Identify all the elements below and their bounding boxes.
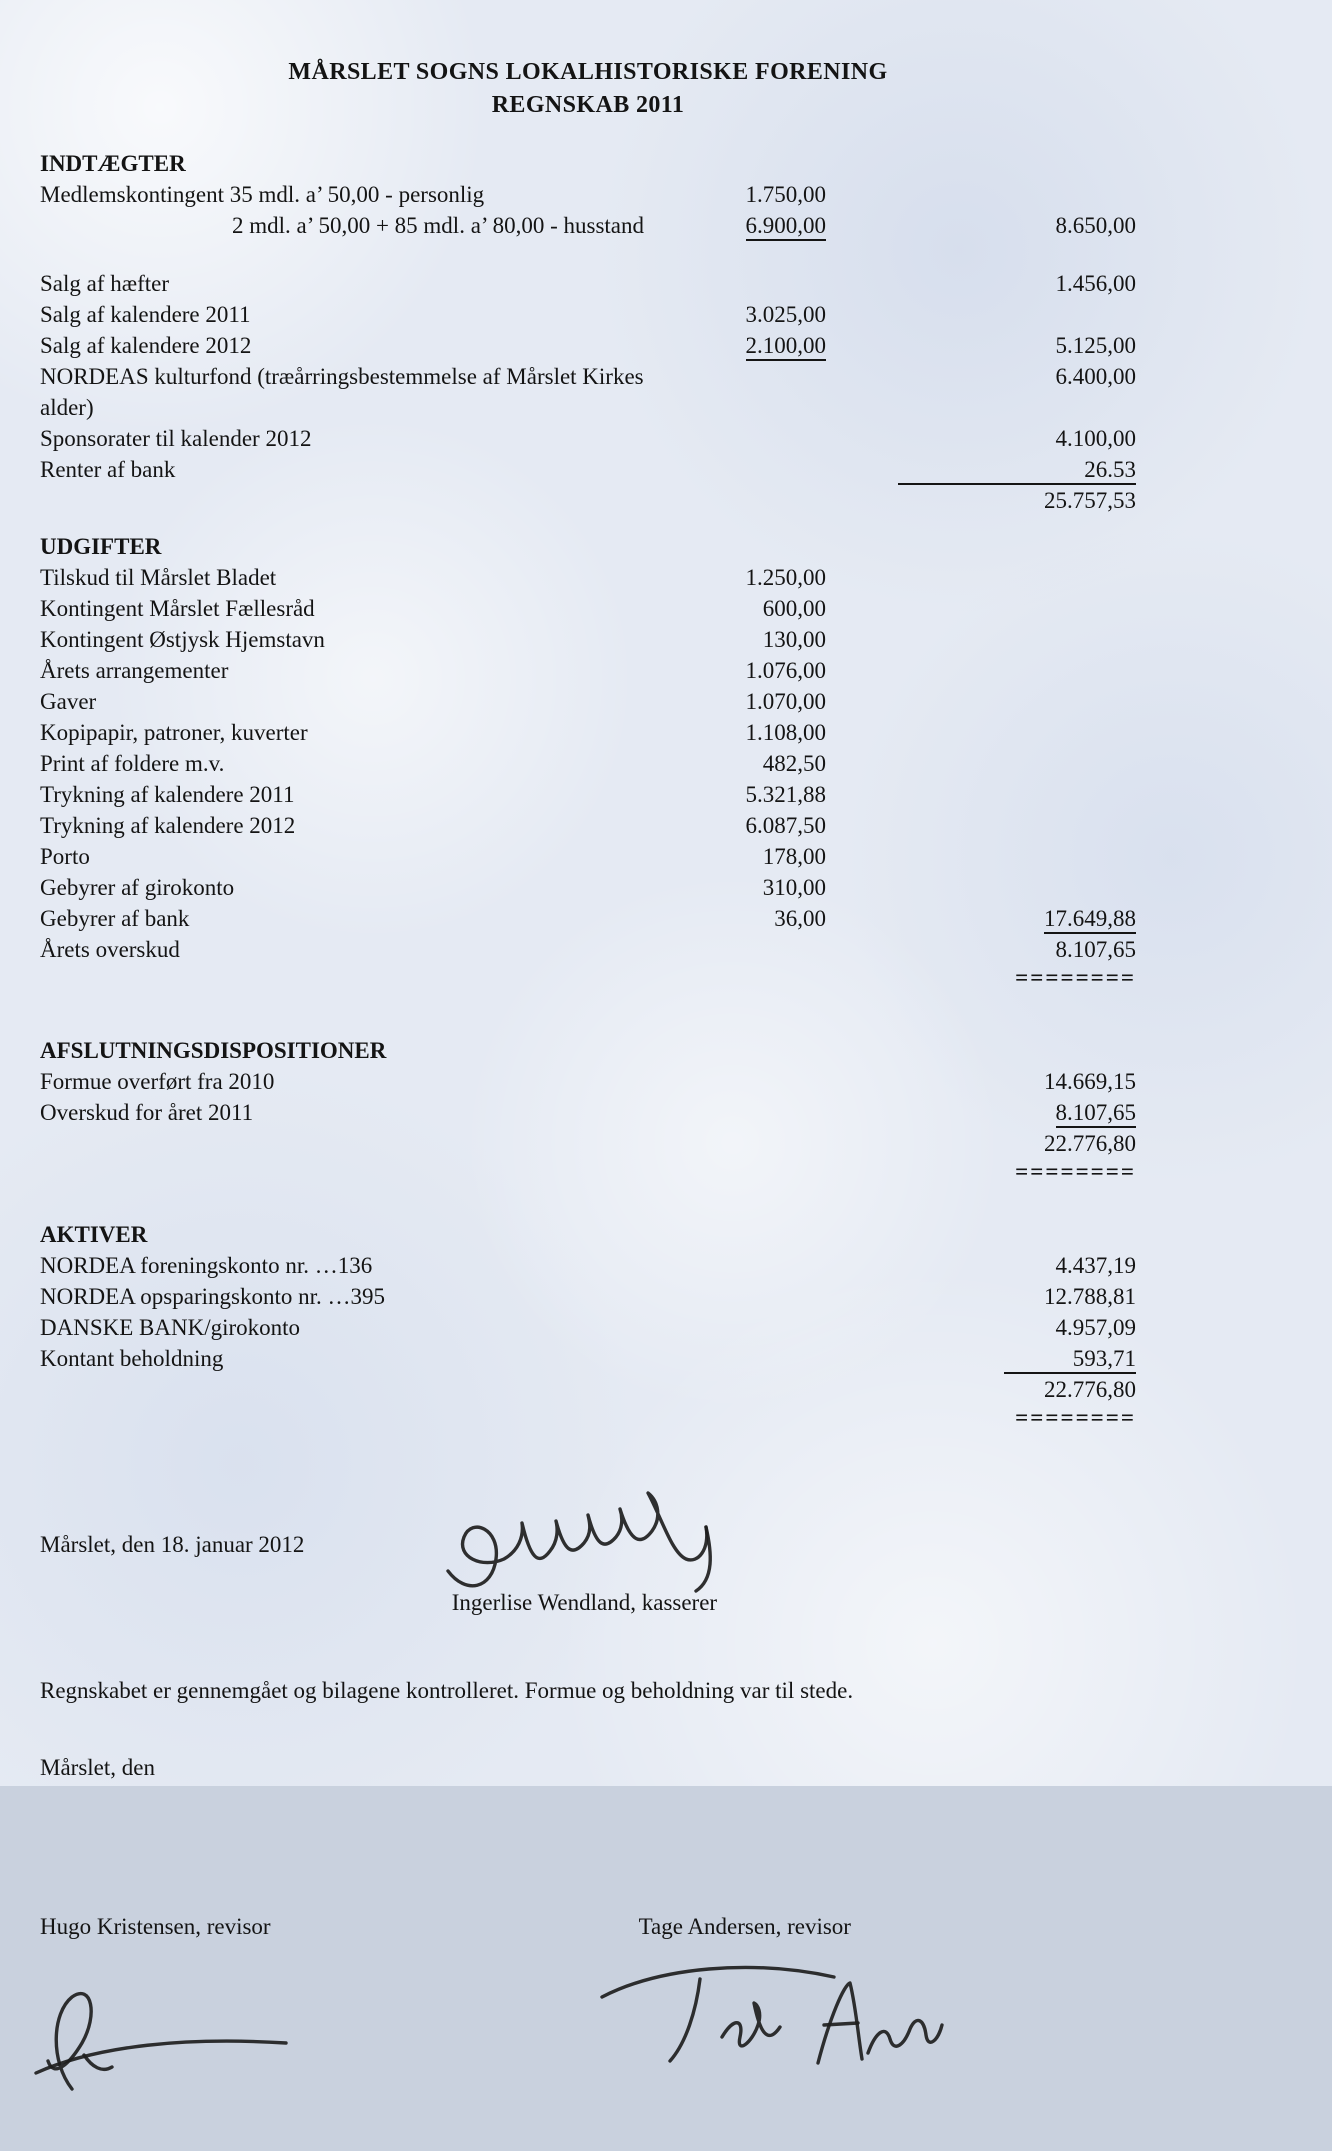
table-row bbox=[40, 748, 1136, 779]
row-label: Salg af kalendere 2012 bbox=[40, 333, 252, 358]
table-row bbox=[40, 779, 1136, 810]
row-label: 2 mdl. a’ 50,00 + 85 mdl. a’ 80,00 - husstand bbox=[232, 213, 645, 238]
audit-note: Regnskabet er gennemgået og bilagene kontrolleret. Formue og beholdning var til stede. bbox=[40, 1678, 854, 1703]
row-label: Porto bbox=[40, 844, 90, 869]
table-row bbox=[40, 423, 1136, 454]
auditor-left-signature-icon bbox=[28, 1957, 298, 2107]
row-amount-mid: 130,00 bbox=[762, 627, 826, 652]
row-amount-right: 8.107,65 bbox=[1055, 937, 1136, 962]
row-amount-right: 26.53 bbox=[826, 454, 1136, 485]
row-label: Trykning af kalendere 2012 bbox=[40, 813, 296, 838]
row-label: Print af foldere m.v. bbox=[40, 751, 225, 776]
row-label: Formue overført fra 2010 bbox=[40, 1069, 275, 1094]
row-label: Renter af bank bbox=[40, 457, 176, 482]
row-label: Årets overskud bbox=[40, 937, 180, 962]
section-total: 22.776,80 bbox=[1044, 1377, 1136, 1402]
double-rule-row bbox=[40, 1159, 1136, 1185]
place-date: Mårslet, den 18. januar 2012 bbox=[40, 1532, 305, 1557]
table-row bbox=[40, 299, 1136, 330]
row-amount-mid: 2.100,00 bbox=[676, 330, 826, 361]
report-title: REGNSKAB 2011 bbox=[491, 92, 685, 118]
row-amount-right: 8.107,65 bbox=[826, 1097, 1136, 1128]
row-label: Kontant beholdning bbox=[40, 1346, 224, 1371]
row-amount-mid: 6.900,00 bbox=[676, 210, 826, 241]
row-amount-mid: 1.108,00 bbox=[745, 720, 826, 745]
table-row bbox=[40, 810, 1136, 841]
row-label: NORDEAS kulturfond (træårringsbestemmelse af Mårslet Kirkes alder) bbox=[40, 364, 644, 420]
treasurer-name: Ingerlise Wendland, kasserer bbox=[451, 1590, 718, 1615]
row-amount-right: 17.649,88 bbox=[826, 903, 1136, 934]
table-row bbox=[40, 268, 1136, 299]
treasurer-signature-icon bbox=[434, 1471, 734, 1601]
row-amount-mid: 6.087,50 bbox=[745, 813, 826, 838]
row-label: Kontingent Mårslet Fællesråd bbox=[40, 596, 315, 621]
table-row bbox=[40, 562, 1136, 593]
row-amount-mid: 1.250,00 bbox=[745, 565, 826, 590]
table-row-total bbox=[40, 485, 1136, 516]
row-amount-mid: 1.076,00 bbox=[745, 658, 826, 683]
section-heading-afslutning: AFSLUTNINGSDISPOSITIONER bbox=[40, 1038, 387, 1063]
row-label: Gaver bbox=[40, 689, 97, 714]
auditor-right-signature-icon bbox=[596, 1945, 946, 2115]
auditor-signature-block bbox=[40, 1911, 1136, 2151]
section-heading-indtaegter: INDTÆGTER bbox=[40, 151, 186, 176]
row-label: Tilskud til Mårslet Bladet bbox=[40, 565, 277, 590]
org-name: MÅRSLET SOGNS LOKALHISTORISKE FORENING bbox=[288, 59, 888, 85]
row-label: Medlemskontingent 35 mdl. a’ 50,00 - personlig bbox=[40, 182, 485, 207]
row-amount-right: 1.456,00 bbox=[1055, 271, 1136, 296]
table-row-total bbox=[40, 1374, 1136, 1405]
row-amount-mid: 3.025,00 bbox=[745, 302, 826, 327]
row-label: Sponsorater til kalender 2012 bbox=[40, 426, 312, 451]
row-label: Overskud for året 2011 bbox=[40, 1100, 254, 1125]
table-row bbox=[40, 841, 1136, 872]
row-amount-right: 593,71 bbox=[826, 1343, 1136, 1374]
row-amount-right: 14.669,15 bbox=[1044, 1069, 1136, 1094]
row-label: Salg af hæfter bbox=[40, 271, 170, 296]
row-amount-mid: 5.321,88 bbox=[745, 782, 826, 807]
table-row bbox=[40, 593, 1136, 624]
double-rule-row bbox=[40, 965, 1136, 991]
row-label: Salg af kalendere 2011 bbox=[40, 302, 251, 327]
row-label: Trykning af kalendere 2011 bbox=[40, 782, 295, 807]
section-total: 22.776,80 bbox=[1044, 1131, 1136, 1156]
section-heading-aktiver: AKTIVER bbox=[40, 1222, 148, 1247]
table-row bbox=[40, 686, 1136, 717]
row-label: DANSKE BANK/girokonto bbox=[40, 1315, 301, 1340]
table-row-total bbox=[40, 1128, 1136, 1159]
table-row bbox=[40, 903, 1136, 934]
table-row bbox=[40, 1281, 1136, 1312]
row-amount-right: 4.100,00 bbox=[1055, 426, 1136, 451]
section-heading-udgifter: UDGIFTER bbox=[40, 534, 162, 559]
table-row bbox=[40, 717, 1136, 748]
place-date-blank: Mårslet, den bbox=[40, 1755, 155, 1780]
auditor-right-name: Tage Andersen, revisor bbox=[638, 1914, 851, 1939]
row-amount-mid: 1.070,00 bbox=[745, 689, 826, 714]
row-amount-right: 12.788,81 bbox=[1044, 1284, 1136, 1309]
row-label: Kopipapir, patroner, kuverter bbox=[40, 720, 308, 745]
table-row bbox=[40, 624, 1136, 655]
document-title bbox=[40, 56, 1136, 122]
treasurer-signature-block bbox=[40, 1471, 1136, 1621]
auditor-left-name: Hugo Kristensen, revisor bbox=[40, 1914, 271, 1939]
double-rule: ======== bbox=[1015, 1159, 1136, 1184]
table-row bbox=[40, 934, 1136, 965]
section-total: 25.757,53 bbox=[1044, 488, 1136, 513]
table-row bbox=[40, 872, 1136, 903]
row-amount-right: 4.437,19 bbox=[1055, 1253, 1136, 1278]
row-amount-mid: 482,50 bbox=[762, 751, 826, 776]
row-amount-right: 8.650,00 bbox=[1055, 213, 1136, 238]
table-row bbox=[40, 1097, 1136, 1128]
row-amount-mid: 178,00 bbox=[762, 844, 826, 869]
row-amount-right: 4.957,09 bbox=[1055, 1315, 1136, 1340]
row-amount-mid: 36,00 bbox=[774, 906, 826, 931]
table-row bbox=[40, 210, 1136, 241]
table-row bbox=[40, 1066, 1136, 1097]
row-amount-mid: 1.750,00 bbox=[745, 182, 826, 207]
double-rule: ======== bbox=[1015, 965, 1136, 990]
row-label: NORDEA opsparingskonto nr. …395 bbox=[40, 1284, 385, 1309]
row-label: NORDEA foreningskonto nr. …136 bbox=[40, 1253, 373, 1278]
row-amount-mid: 310,00 bbox=[762, 875, 826, 900]
table-row bbox=[40, 454, 1136, 485]
table-row bbox=[40, 1343, 1136, 1374]
table-row bbox=[40, 179, 1136, 210]
row-amount-mid: 600,00 bbox=[762, 596, 826, 621]
table-row bbox=[40, 655, 1136, 686]
row-label: Årets arrangementer bbox=[40, 658, 229, 683]
row-amount-right: 5.125,00 bbox=[1055, 333, 1136, 358]
row-label: Gebyrer af girokonto bbox=[40, 875, 235, 900]
double-rule: ======== bbox=[1015, 1405, 1136, 1430]
table-row bbox=[40, 1312, 1136, 1343]
double-rule-row bbox=[40, 1405, 1136, 1431]
row-label: Kontingent Østjysk Hjemstavn bbox=[40, 627, 325, 652]
row-label: Gebyrer af bank bbox=[40, 906, 190, 931]
table-row bbox=[40, 361, 1136, 423]
row-amount-right: 6.400,00 bbox=[1055, 364, 1136, 389]
table-row bbox=[40, 1250, 1136, 1281]
table-row bbox=[40, 330, 1136, 361]
